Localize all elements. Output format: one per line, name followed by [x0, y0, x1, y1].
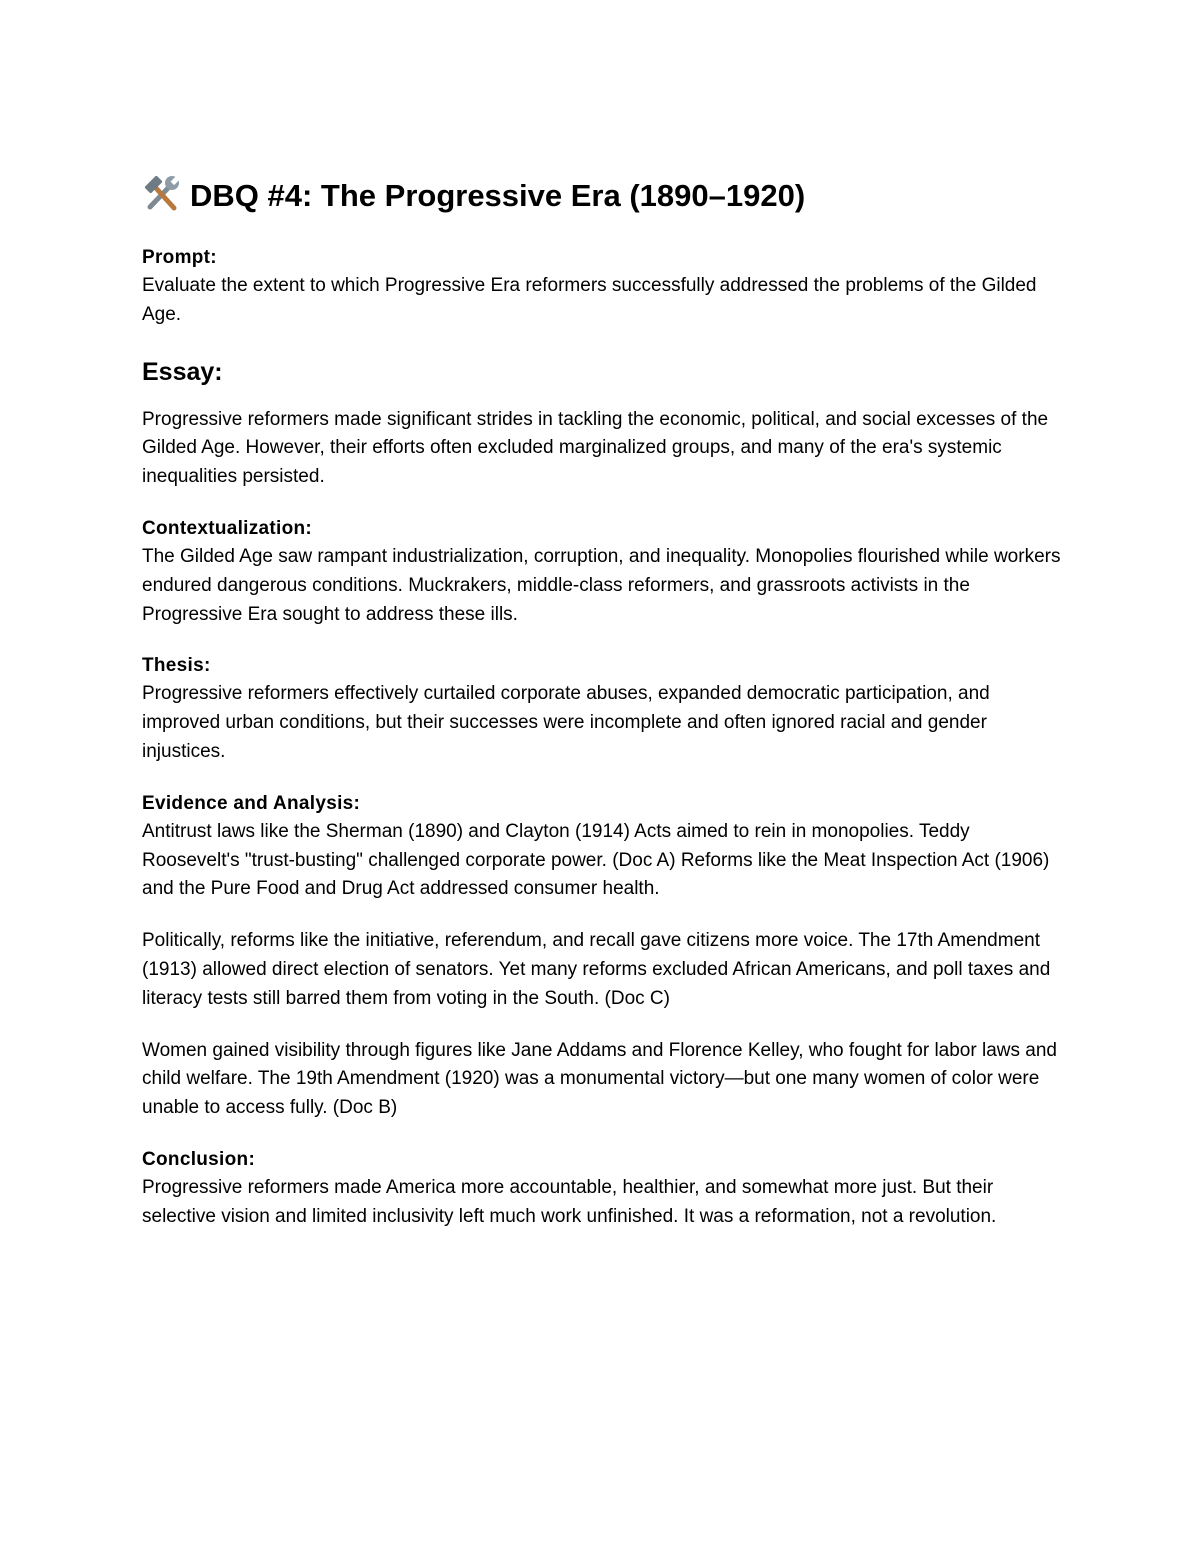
evidence-label: Evidence and Analysis:	[142, 792, 361, 814]
document-page	[142, 172, 1072, 1232]
prompt-text: Evaluate the extent to which Progressive Era reformers successfully addressed the problems of the Gilded Age.	[142, 275, 1037, 325]
contextualization-label: Contextualization:	[142, 517, 313, 539]
document-title	[142, 172, 1072, 220]
document-title-text: DBQ #4: The Progressive Era (1890–1920)	[190, 178, 806, 213]
thesis-text: Progressive reformers effectively curtailed corporate abuses, expanded democratic participation, and improved urban conditions, but their successes were incomplete and often ignored racial and gender injustices.	[142, 683, 990, 762]
conclusion-text: Progressive reformers made America more accountable, healthier, and somewhat more just. But their selective vision and limited inclusivity left much work unfinished. It was a reformation, not a revolution.	[142, 1176, 997, 1227]
hammer-and-wrench-icon	[142, 174, 182, 214]
conclusion-label: Conclusion:	[142, 1148, 256, 1170]
prompt-label: Prompt:	[142, 247, 217, 268]
evidence-paragraph-2: Politically, reforms like the initiative, referendum, and recall gave citizens more voice. The 17th Amendment (1913) allowed direct election of senators. Yet many reforms excluded African Americans, and poll taxes and literacy tests still barred them from voting in the South. (Doc C)	[142, 930, 1051, 1009]
thesis-label: Thesis:	[142, 655, 211, 677]
contextualization-text: The Gilded Age saw rampant industrialization, corruption, and inequality. Monopolies flourished while workers endured dangerous conditions. Muckrakers, middle-class reformers, and grassroots activists in the Progressive Era sought to address these ills.	[142, 545, 1061, 625]
evidence-paragraph-3: Women gained visibility through figures like Jane Addams and Florence Kelley, who fought for labor laws and child welfare. The 19th Amendment (1920) was a monumental victory—but one many women of color were unable to access fully. (Doc B)	[142, 1039, 1057, 1119]
intro-paragraph: Progressive reformers made significant strides in tackling the economic, political, and social excesses of the Gilded Age. However, their efforts often excluded marginalized groups, and many of the era's systemic inequalities persisted.	[142, 408, 1049, 488]
evidence-paragraph-1: Antitrust laws like the Sherman (1890) and Clayton (1914) Acts aimed to rein in monopolies. Teddy Roosevelt's "trust-busting" challenged corporate power. (Doc A) Reforms like the Meat Inspection Act (1906) and the Pure Food and Drug Act addressed consumer health.	[142, 820, 1050, 900]
essay-heading: Essay:	[142, 357, 223, 386]
